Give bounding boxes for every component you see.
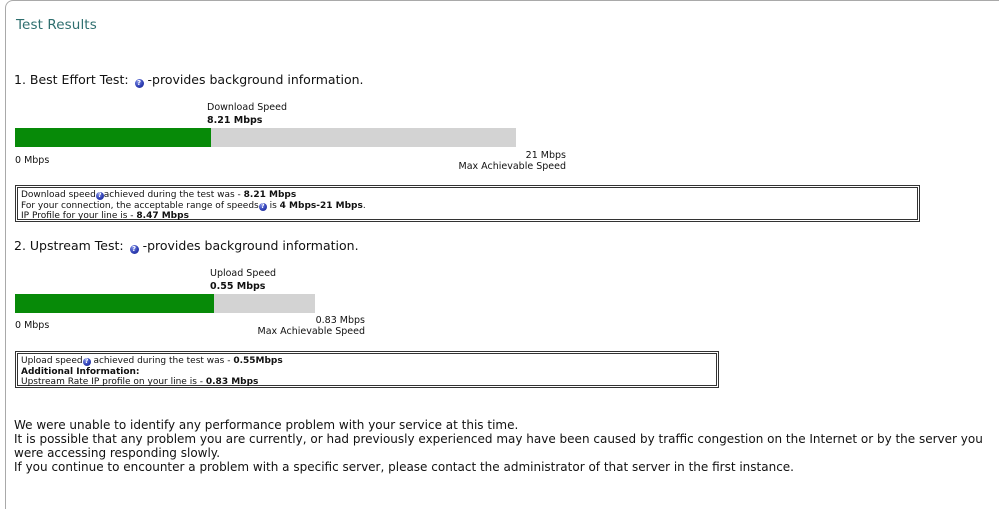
info-icon[interactable]: ?	[130, 245, 139, 254]
download-speed-bar	[15, 128, 516, 147]
download-speed-result: 8.21 Mbps	[243, 190, 297, 200]
info-icon[interactable]: ?	[83, 358, 91, 366]
download-info-line3	[21, 211, 914, 222]
download-info-line1-text: Download speed	[21, 190, 96, 200]
best-effort-title-suffix: -provides background information.	[147, 72, 364, 87]
upstream-title-suffix: -provides background information.	[142, 238, 359, 253]
upstream-title-prefix: 2. Upstream Test:	[14, 238, 124, 253]
upstream-ip-profile-value: 0.83 Mbps	[205, 377, 259, 387]
download-axis-min: 0 Mbps	[15, 155, 50, 166]
best-effort-title	[14, 72, 364, 88]
upload-info-line1	[21, 356, 713, 367]
additional-information-heading: Additional Information:	[21, 366, 140, 377]
download-axis-max-value: 21 Mbps	[525, 150, 566, 161]
download-info-line1	[21, 190, 914, 201]
download-speed-label: Download Speed	[207, 102, 288, 113]
best-effort-title-prefix: 1. Best Effort Test:	[14, 72, 129, 87]
download-info-line2-text-b: is	[266, 200, 280, 211]
upload-info-line3	[21, 377, 713, 388]
upload-speed-result: 0.55Mbps	[233, 356, 283, 366]
upload-speed-label: Upload Speed	[210, 268, 277, 279]
upload-info-line1-text: Upload speed	[21, 356, 83, 366]
download-info-line1-text-b: achieved during the test was -	[103, 190, 244, 200]
info-icon[interactable]: ?	[135, 79, 144, 88]
upload-info-box	[15, 351, 719, 388]
download-info-line3-text: IP Profile for your line is -	[21, 211, 137, 221]
info-icon[interactable]: ?	[96, 192, 104, 200]
summary-line-2: It is possible that any problem you are currently, or had previously experienced may have been caused by traffic congestion on the Internet or by the server you were accessing responding slowly.	[14, 432, 983, 460]
upload-speed-value: 0.55 Mbps	[210, 281, 266, 292]
page-title: Test Results	[16, 17, 97, 33]
download-axis-max-label: Max Achievable Speed	[458, 161, 566, 172]
upload-speed-bar	[15, 294, 315, 313]
upstream-title	[14, 238, 359, 254]
download-info-line2	[21, 201, 914, 212]
upload-info-line2	[21, 367, 713, 378]
upload-info-line1-text-b: achieved during the test was -	[90, 356, 234, 366]
summary-line-3: If you continue to encounter a problem with a specific server, please contact the administrator of that server in the first instance.	[14, 460, 794, 474]
download-info-line2-text: For your connection, the acceptable range of speeds	[21, 200, 259, 211]
ip-profile-value: 8.47 Mbps	[136, 211, 189, 221]
upload-axis-min: 0 Mbps	[15, 320, 50, 331]
upload-axis-max	[258, 315, 365, 337]
upload-info-line3-text: Upstream Rate IP profile on your line is -	[21, 377, 206, 387]
download-axis-max	[459, 150, 566, 172]
info-icon[interactable]: ?	[259, 203, 267, 211]
summary-line-1: We were unable to identify any performance problem with your service at this time.	[14, 418, 519, 432]
download-speed-bar-fill	[15, 128, 211, 147]
download-info-line2-end: .	[362, 200, 366, 211]
upload-axis-max-label: Max Achievable Speed	[257, 326, 365, 337]
acceptable-range-value: 4 Mbps-21 Mbps	[279, 200, 363, 211]
download-info-box	[15, 185, 920, 222]
upload-axis-max-value: 0.83 Mbps	[315, 315, 365, 326]
summary-message	[14, 418, 989, 474]
upload-speed-bar-fill	[15, 294, 214, 313]
download-speed-value: 8.21 Mbps	[207, 115, 263, 126]
